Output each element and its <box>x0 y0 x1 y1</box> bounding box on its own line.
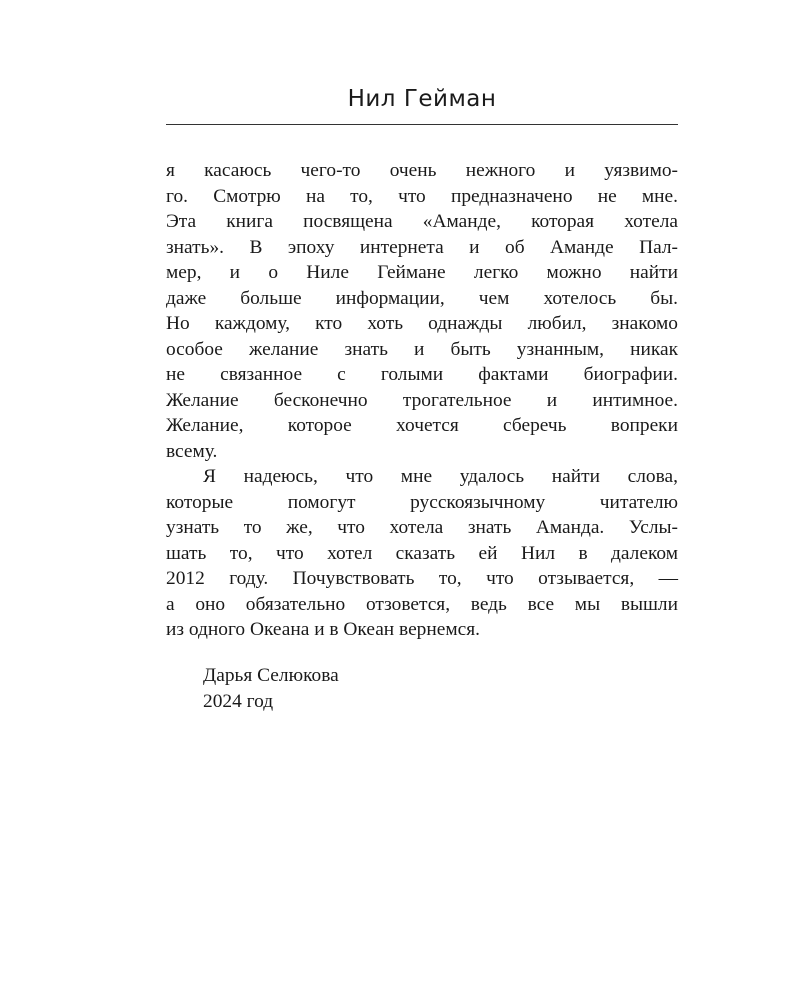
text-line: не связанное с голыми фактами биографии. <box>166 364 678 385</box>
text-line: узнать то же, что хотела знать Аманда. Услы- <box>166 517 678 538</box>
signature-author: Дарья Селюкова <box>203 665 339 686</box>
text-line: которые помогут русскоязычному читателю <box>166 491 678 513</box>
text-line: всему. <box>166 440 218 462</box>
text-line: я касаюсь чего-то очень нежного и уязвимо- <box>166 160 678 181</box>
body-text <box>166 158 678 643</box>
signature-block <box>203 663 339 714</box>
text-line: из одного Океана и в Океан вернемся. <box>166 619 481 640</box>
text-line: Эта книга посвящена «Аманде, которая хотела <box>166 211 678 232</box>
text-line: Желание бесконечно трогательное и интимное. <box>166 389 678 411</box>
running-head-title: Нил Гейман <box>347 86 497 112</box>
header-rule <box>166 124 678 125</box>
text-line: Желание, которое хочется сберечь вопреки <box>166 415 678 436</box>
text-line: Но каждому, кто хоть однажды любил, знакомо <box>166 313 678 334</box>
text-line: го. Смотрю на то, что предназначено не мне. <box>166 185 678 207</box>
text-line: 2012 году. Почувствовать то, что отзывается, — <box>166 568 678 589</box>
text-line: а оно обязательно отзовется, ведь все мы вышли <box>166 593 678 615</box>
text-line: шать то, что хотел сказать ей Нил в далеком <box>166 542 678 564</box>
text-line: Я надеюсь, что мне удалось найти слова, <box>203 466 678 487</box>
paragraph-1 <box>166 158 678 464</box>
text-line: особое желание знать и быть узнанным, никак <box>166 338 678 360</box>
signature-year: 2024 год <box>203 690 274 712</box>
text-line: даже больше информации, чем хотелось бы. <box>166 287 678 309</box>
text-line: знать». В эпоху интернета и об Аманде Пал- <box>166 236 678 258</box>
paragraph-2 <box>166 464 678 643</box>
text-line: мер, и о Ниле Геймане легко можно найти <box>166 262 678 283</box>
